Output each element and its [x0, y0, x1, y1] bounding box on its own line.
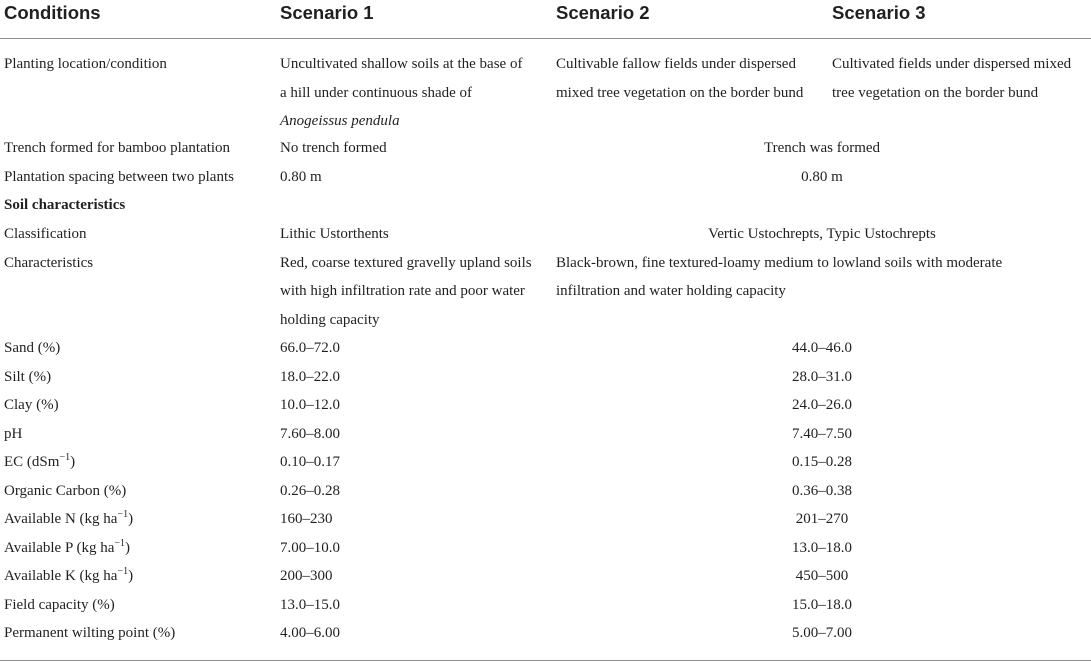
- header-conditions: Conditions: [4, 2, 101, 23]
- spacing-label: Plantation spacing between two plants: [4, 169, 234, 185]
- pwp-label: Permanent wilting point (%): [4, 625, 176, 641]
- planting-s1-line1: Uncultivated shallow soils at the base of: [280, 56, 523, 72]
- field-capacity-label: Field capacity (%): [4, 596, 115, 613]
- soil-section-heading: Soil characteristics: [4, 197, 126, 213]
- available-n-label: Available N (kg $ha^{-1}$): [4, 509, 134, 527]
- bottom-rule: [0, 660, 1091, 661]
- classification-s1: Lithic Ustorthents: [280, 226, 389, 242]
- sand-label: Sand (%): [4, 340, 61, 356]
- clay-s1: 10.0–12.0: [280, 397, 340, 413]
- header-scenario-1: Scenario 1: [280, 2, 374, 23]
- characteristics-s1: Red, coarse textured gravelly upland soils with high infiltration rate and poor water holding capacity: [280, 254, 532, 328]
- available-p-s23: 13.0–18.0: [792, 539, 852, 556]
- characteristics-s23: Black-brown, fine textured-loamy medium to lowland soils with moderate infiltration and water holding capacity: [556, 254, 1003, 299]
- characteristics-label: Characteristics: [4, 254, 94, 271]
- organic-carbon-s23: 0.36–0.38: [792, 482, 852, 499]
- available-p-label: Available P (kg $ha^{-1}$): [4, 537, 131, 556]
- planting-s3: Cultivated fields under dispersed mixed tree vegetation on the border bund: [832, 56, 1072, 101]
- planting-s2: Cultivable fallow fields under dispersed mixed tree vegetation on the border bund: [556, 56, 804, 101]
- planting-s1-species: Anogeissus pendula: [280, 113, 400, 129]
- field-capacity-s23: 15.0–18.0: [792, 596, 852, 613]
- header-rule: [0, 38, 1091, 39]
- ec-s23: 0.15–0.28: [792, 454, 852, 470]
- available-k-s23: 450–500: [795, 568, 849, 584]
- pwp-s1: 4.00–6.00: [280, 625, 340, 641]
- silt-s23: 28.0–31.0: [792, 368, 852, 385]
- sand-s23: 44.0–46.0: [792, 340, 852, 356]
- silt-label: Silt (%): [4, 368, 52, 385]
- trench-s23: Trench was formed: [763, 140, 881, 156]
- pwp-s23: 5.00–7.00: [792, 625, 852, 641]
- ec-s1: 0.10–0.17: [280, 454, 340, 470]
- organic-carbon-label: Organic Carbon (%): [4, 482, 127, 499]
- available-k-s1: 200–300: [280, 568, 333, 584]
- trench-s1: No trench formed: [280, 140, 387, 156]
- clay-label: Clay (%): [4, 397, 59, 413]
- clay-s23: 24.0–26.0: [792, 397, 852, 413]
- organic-carbon-s1: 0.26–0.28: [280, 482, 340, 499]
- spacing-s1: 0.80 m: [280, 169, 322, 185]
- ph-label: pH: [4, 425, 23, 442]
- header-scenario-3: Scenario 3: [832, 2, 926, 23]
- sand-s1: 66.0–72.0: [280, 340, 340, 356]
- trench-label: Trench formed for bamboo plantation: [4, 140, 231, 156]
- planting-label: Planting location/condition: [4, 56, 167, 72]
- available-k-label: Available K (kg $ha^{-1}$): [4, 566, 134, 584]
- ph-s23: 7.40–7.50: [792, 425, 852, 442]
- available-n-s1: 160–230: [280, 511, 333, 527]
- spacing-s23: 0.80 m: [801, 169, 843, 185]
- header-scenario-2: Scenario 2: [556, 2, 650, 23]
- ec-label: EC (dSm$^{-1}$): [4, 452, 76, 470]
- classification-label: Classification: [4, 226, 87, 242]
- silt-s1: 18.0–22.0: [280, 368, 340, 385]
- planting-s1-line2: a hill under continuous shade of: [280, 84, 473, 101]
- classification-s23: Vertic Ustochrepts, Typic Ustochrepts: [708, 226, 936, 242]
- field-capacity-s1: 13.0–15.0: [280, 596, 340, 613]
- ph-s1: 7.60–8.00: [280, 425, 340, 442]
- available-n-s23: 201–270: [795, 511, 849, 527]
- available-p-s1: 7.00–10.0: [280, 539, 340, 556]
